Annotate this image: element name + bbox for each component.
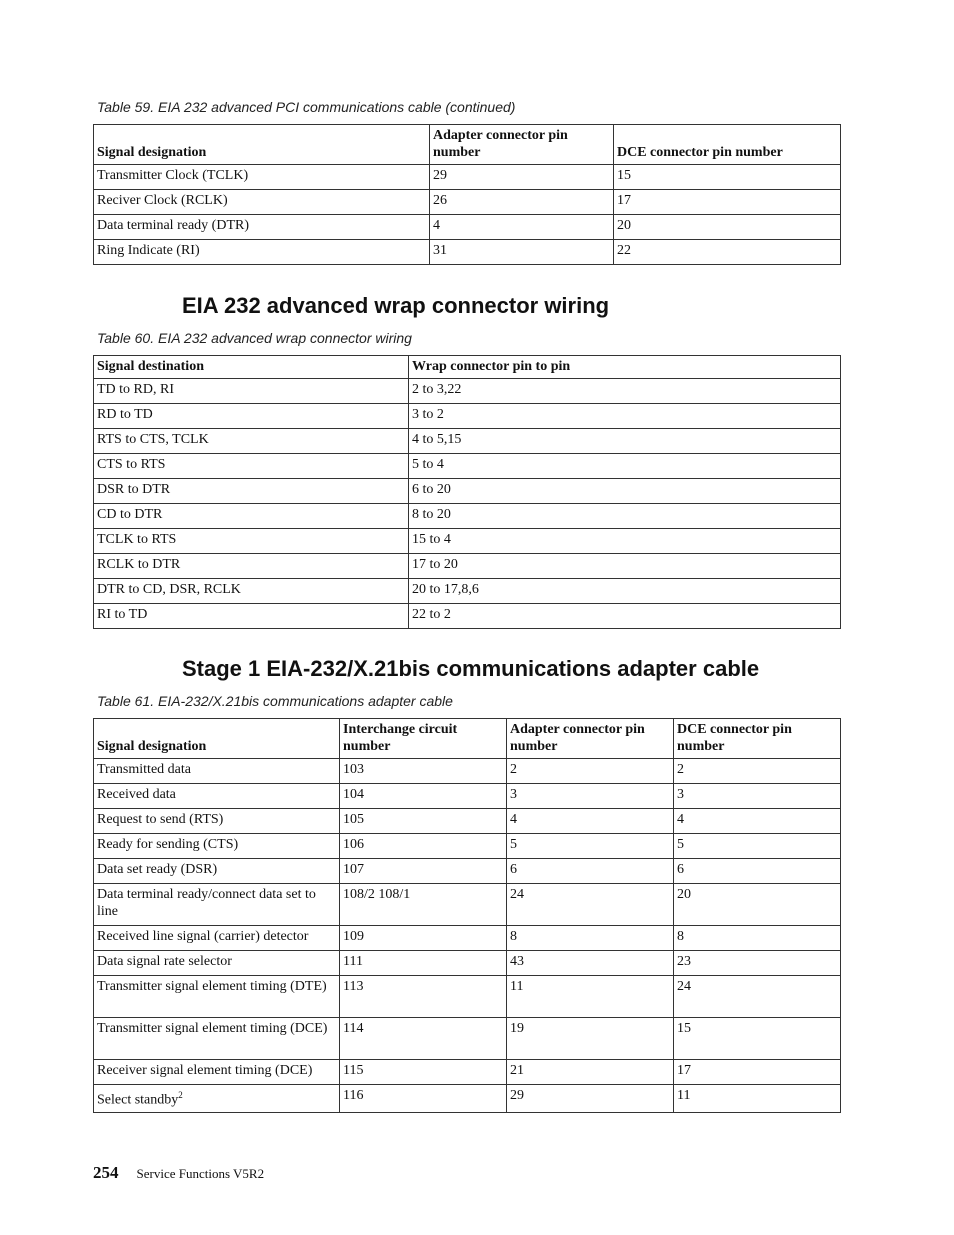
table-cell [340, 926, 507, 951]
table-cell [340, 834, 507, 859]
cell-text: 4 [677, 812, 684, 827]
table-cell [507, 809, 674, 834]
cell-text: 20 [677, 887, 691, 902]
cell-text: 2 [677, 762, 684, 777]
table-cell [94, 379, 409, 404]
table-60-caption: Table 60. EIA 232 advanced wrap connector wiring [97, 330, 412, 346]
table-cell [340, 951, 507, 976]
table-cell [430, 240, 614, 265]
cell-text: 3 [510, 787, 517, 802]
cell-text: 6 [510, 862, 517, 877]
cell-text: 6 to 20 [412, 482, 451, 497]
table-row [94, 404, 841, 429]
page-footer [93, 1163, 264, 1183]
table-row [94, 784, 841, 809]
cell-text: TD to RD, RI [97, 382, 174, 397]
cell-text: 8 to 20 [412, 507, 451, 522]
cell-text: 2 [510, 762, 517, 777]
table-cell [507, 784, 674, 809]
table-cell [340, 1018, 507, 1060]
cell-text: 3 [677, 787, 684, 802]
cell-text: TCLK to RTS [97, 532, 177, 547]
table-row [94, 429, 841, 454]
cell-text: 31 [433, 243, 447, 258]
cell-text: Received data [97, 787, 176, 802]
cell-text: 11 [677, 1088, 691, 1103]
table-cell [674, 1060, 841, 1085]
cell-text: Ready for sending (CTS) [97, 837, 239, 852]
cell-text: 2 to 3,22 [412, 382, 462, 397]
cell-text: Select standby [97, 1092, 179, 1108]
cell-text: 3 to 2 [412, 407, 444, 422]
cell-text: CD to DTR [97, 507, 163, 522]
table-cell [674, 859, 841, 884]
cell-text: Data terminal ready/connect data set to line [97, 887, 316, 919]
table-cell [430, 165, 614, 190]
table-cell [94, 1018, 340, 1060]
cell-text: Transmitted data [97, 762, 191, 777]
table-row [94, 504, 841, 529]
table-cell [674, 809, 841, 834]
footnote-marker: 2 [178, 1090, 183, 1100]
cell-text: 26 [433, 193, 447, 208]
table-cell [94, 504, 409, 529]
cell-text: 43 [510, 954, 524, 969]
cell-text: Data set ready (DSR) [97, 862, 218, 877]
cell-text: 5 [510, 837, 517, 852]
table-row [94, 479, 841, 504]
table-row [94, 976, 841, 1018]
cell-text: 22 to 2 [412, 607, 451, 622]
table-cell [614, 165, 841, 190]
table-cell [430, 190, 614, 215]
table-cell [409, 504, 841, 529]
table-row [94, 1018, 841, 1060]
table-cell [94, 976, 340, 1018]
table-cell [94, 554, 409, 579]
cell-text: 4 to 5,15 [412, 432, 462, 447]
table-cell [409, 529, 841, 554]
table-cell [674, 759, 841, 784]
cell-text: Request to send (RTS) [97, 812, 224, 827]
column-header: Wrap connector pin to pin [409, 356, 841, 379]
table-59 [93, 124, 841, 265]
page-number: 254 [93, 1163, 119, 1182]
cell-text: DSR to DTR [97, 482, 171, 497]
cell-text: 11 [510, 979, 524, 994]
cell-text: 8 [510, 929, 517, 944]
table-cell [674, 784, 841, 809]
cell-text: Ring Indicate (RI) [97, 243, 200, 258]
table-60 [93, 355, 841, 629]
column-header: Interchange circuit number [340, 719, 507, 759]
cell-text: 4 [510, 812, 517, 827]
cell-text: 106 [343, 837, 364, 852]
table-61 [93, 718, 841, 1113]
table-cell [340, 1085, 507, 1113]
cell-text: 17 [677, 1063, 691, 1078]
table-cell [674, 951, 841, 976]
table-cell [94, 604, 409, 629]
table-cell [409, 579, 841, 604]
cell-text: Transmitter signal element timing (DCE) [97, 1021, 328, 1036]
column-header: Signal destination [94, 356, 409, 379]
cell-text: Transmitter signal element timing (DTE) [97, 979, 327, 994]
cell-text: 17 to 20 [412, 557, 458, 572]
table-row [94, 215, 841, 240]
cell-text: Received line signal (carrier) detector [97, 929, 309, 944]
cell-text: 105 [343, 812, 364, 827]
table-row [94, 554, 841, 579]
table-row [94, 379, 841, 404]
table-cell [409, 454, 841, 479]
table-cell [409, 429, 841, 454]
table-cell [94, 784, 340, 809]
table-row [94, 926, 841, 951]
table-cell [674, 976, 841, 1018]
table-cell [94, 215, 430, 240]
table-cell [94, 165, 430, 190]
cell-text: RTS to CTS, TCLK [97, 432, 209, 447]
table-row [94, 604, 841, 629]
table-cell [409, 554, 841, 579]
table-row [94, 834, 841, 859]
table-cell [94, 759, 340, 784]
table-cell [507, 859, 674, 884]
table-cell [430, 215, 614, 240]
table-cell [674, 1085, 841, 1113]
table-cell [674, 1018, 841, 1060]
table-cell [340, 859, 507, 884]
table-cell [94, 809, 340, 834]
table-cell [340, 759, 507, 784]
cell-text: 23 [677, 954, 691, 969]
column-header: Signal designation [94, 719, 340, 759]
footer-title: Service Functions V5R2 [136, 1166, 265, 1181]
cell-text: 109 [343, 929, 364, 944]
table-row [94, 951, 841, 976]
table-cell [507, 759, 674, 784]
table-cell [94, 190, 430, 215]
table-cell [507, 926, 674, 951]
table-cell [507, 834, 674, 859]
table-cell [614, 215, 841, 240]
cell-text: 6 [677, 862, 684, 877]
cell-text: 116 [343, 1088, 364, 1103]
column-header: Adapter connector pin number [430, 125, 614, 165]
table-row [94, 529, 841, 554]
cell-text: 104 [343, 787, 364, 802]
table-cell [507, 951, 674, 976]
table-cell [674, 834, 841, 859]
cell-text: Data signal rate selector [97, 954, 232, 969]
table-cell [507, 884, 674, 926]
table-row [94, 884, 841, 926]
table-cell [94, 884, 340, 926]
table-cell [340, 976, 507, 1018]
cell-text: 24 [510, 887, 524, 902]
table-cell [614, 190, 841, 215]
column-header: DCE connector pin number [614, 125, 841, 165]
table-cell [94, 429, 409, 454]
cell-text: 115 [343, 1063, 364, 1078]
cell-text: 113 [343, 979, 364, 994]
table-cell [94, 951, 340, 976]
cell-text: 15 [617, 168, 631, 183]
section-heading-wrap-connector: EIA 232 advanced wrap connector wiring [182, 293, 610, 318]
table-row [94, 759, 841, 784]
table-row [94, 859, 841, 884]
table-cell [94, 529, 409, 554]
cell-text: RI to TD [97, 607, 148, 622]
cell-text: DTR to CD, DSR, RCLK [97, 582, 241, 597]
table-cell [94, 1085, 340, 1113]
table-row [94, 809, 841, 834]
table-cell [94, 579, 409, 604]
table-61-caption: Table 61. EIA-232/X.21bis communications adapter cable [97, 693, 453, 709]
table-row [94, 454, 841, 479]
cell-text: 15 [677, 1021, 691, 1036]
cell-text: 4 [433, 218, 440, 233]
cell-text: 20 [617, 218, 631, 233]
table-cell [94, 834, 340, 859]
table-row [94, 1085, 841, 1113]
table-cell [409, 604, 841, 629]
cell-text: 29 [510, 1088, 524, 1103]
table-cell [674, 884, 841, 926]
cell-text: 20 to 17,8,6 [412, 582, 479, 597]
table-cell [94, 859, 340, 884]
table-cell [614, 240, 841, 265]
table-cell [507, 976, 674, 1018]
cell-text: 103 [343, 762, 364, 777]
cell-text: 22 [617, 243, 631, 258]
cell-text: 5 [677, 837, 684, 852]
cell-text: 19 [510, 1021, 524, 1036]
table-cell [94, 240, 430, 265]
column-header: Adapter connector pin number [507, 719, 674, 759]
column-header: Signal designation [94, 125, 430, 165]
table-cell [409, 479, 841, 504]
cell-text: 24 [677, 979, 691, 994]
table-cell [507, 1060, 674, 1085]
table-cell [507, 1085, 674, 1113]
table-row [94, 165, 841, 190]
table-row [94, 240, 841, 265]
section-heading-stage1-cable: Stage 1 EIA-232/X.21bis communications adapter cable [182, 656, 760, 681]
cell-text: RD to TD [97, 407, 153, 422]
table-cell [340, 884, 507, 926]
cell-text: 111 [343, 954, 363, 969]
table-59-caption: Table 59. EIA 232 advanced PCI communications cable (continued) [97, 99, 516, 115]
table-cell [94, 926, 340, 951]
cell-text: Transmitter Clock (TCLK) [97, 168, 249, 183]
column-header: DCE connector pin number [674, 719, 841, 759]
table-cell [340, 784, 507, 809]
table-cell [507, 1018, 674, 1060]
table-cell [340, 809, 507, 834]
cell-text: CTS to RTS [97, 457, 166, 472]
table-row [94, 579, 841, 604]
cell-text: 21 [510, 1063, 524, 1078]
cell-text: 114 [343, 1021, 364, 1036]
table-cell [94, 1060, 340, 1085]
cell-text: 15 to 4 [412, 532, 451, 547]
table-cell [340, 1060, 507, 1085]
table-row [94, 190, 841, 215]
cell-text: 108/2 108/1 [343, 887, 411, 902]
table-cell [94, 479, 409, 504]
table-cell [409, 404, 841, 429]
table-cell [94, 404, 409, 429]
cell-text: Reciver Clock (RCLK) [97, 193, 228, 208]
table-cell [409, 379, 841, 404]
cell-text: 29 [433, 168, 447, 183]
cell-text: Receiver signal element timing (DCE) [97, 1063, 313, 1078]
cell-text: 17 [617, 193, 631, 208]
cell-text: 107 [343, 862, 364, 877]
table-row [94, 1060, 841, 1085]
table-cell [94, 454, 409, 479]
table-cell [674, 926, 841, 951]
cell-text: 5 to 4 [412, 457, 444, 472]
cell-text: Data terminal ready (DTR) [97, 218, 249, 233]
cell-text: RCLK to DTR [97, 557, 181, 572]
cell-text: 8 [677, 929, 684, 944]
